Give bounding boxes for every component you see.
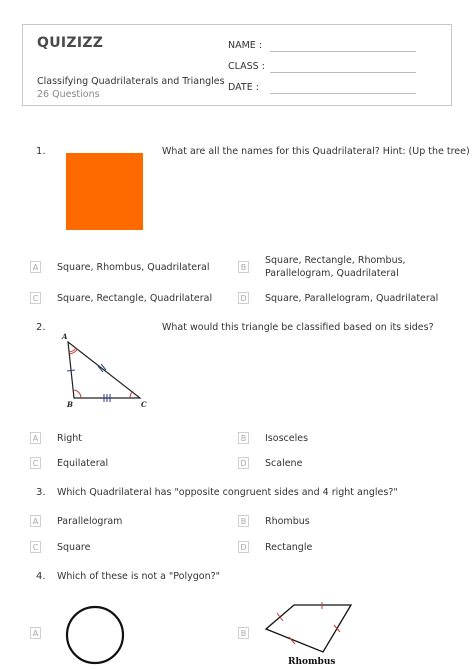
question-number: 1. [36,146,46,157]
option-text[interactable]: Square, Parallelogram, Quadrilateral [265,293,439,304]
question-number: 2. [36,322,46,333]
option-text[interactable]: Scalene [265,458,303,469]
option-text[interactable]: Equilateral [57,458,109,469]
question-count: 26 Questions [37,89,100,100]
option-letter-b[interactable]: B [238,627,249,639]
option-letter-b[interactable]: B [238,515,249,527]
tick-mark [67,370,75,371]
option-letter-d[interactable]: D [238,457,249,469]
option-text-line: Square, Rectangle, Rhombus, [265,255,406,266]
rhombus-shape [266,605,351,652]
name-label: NAME : [228,40,263,51]
vertex-label: B [67,400,73,409]
orange-square-figure [66,153,143,230]
option-text[interactable]: Square, Rectangle, Quadrilateral [57,293,213,304]
option-letter-a[interactable]: A [30,261,41,273]
date-label: DATE : [228,82,259,93]
question-number: 3. [36,487,46,498]
option-text[interactable]: Parallelogram [57,516,123,527]
option-text[interactable]: Rhombus [265,516,310,527]
option-letter-c[interactable]: C [30,292,41,304]
question-text: Which Quadrilateral has "opposite congruent sides and 4 right angles?" [57,487,398,498]
option-letter-c[interactable]: C [30,457,41,469]
rhombus-caption: Rhombus [288,657,336,667]
option-letter-d[interactable]: D [238,292,249,304]
option-letter-a[interactable]: A [30,627,41,639]
worksheet-title: Classifying Quadrilaterals and Triangles [37,76,225,87]
name-line[interactable] [270,51,416,52]
quizizz-logo: QUIZIZZ [37,35,104,51]
option-text-line: Parallelogram, Quadrilateral [265,268,399,279]
option-text[interactable]: Square [57,542,91,553]
question-text: What would this triangle be classified based on its sides? [162,322,434,333]
option-text[interactable]: Isosceles [265,433,309,444]
angle-arc-c [130,391,133,398]
option-text[interactable]: Square, Rhombus, Quadrilateral [57,262,210,273]
question-number: 4. [36,571,46,582]
question-text: What are all the names for this Quadrilateral? Hint: (Up the tree) [162,146,470,157]
option-text[interactable]: Right [57,433,83,444]
option-letter-c[interactable]: C [30,541,41,553]
class-label: CLASS : [228,61,265,72]
rhombus-figure[interactable] [262,600,358,670]
tick-mark [277,613,283,621]
circle-figure[interactable] [64,604,126,666]
circle-shape [67,607,123,663]
option-letter-a[interactable]: A [30,432,41,444]
option-letter-b[interactable]: B [238,261,249,273]
triangle-outline [68,342,140,398]
option-text[interactable] [265,254,406,280]
option-letter-a[interactable]: A [30,515,41,527]
vertex-label: C [141,400,147,409]
date-line[interactable] [270,93,416,94]
option-letter-b[interactable]: B [238,432,249,444]
class-line[interactable] [270,72,416,73]
triangle-figure [58,328,158,410]
question-text: Which of these is not a "Polygon?" [57,571,221,582]
option-text[interactable]: Rectangle [265,542,313,553]
vertex-label: A [62,332,68,341]
option-letter-d[interactable]: D [238,541,249,553]
